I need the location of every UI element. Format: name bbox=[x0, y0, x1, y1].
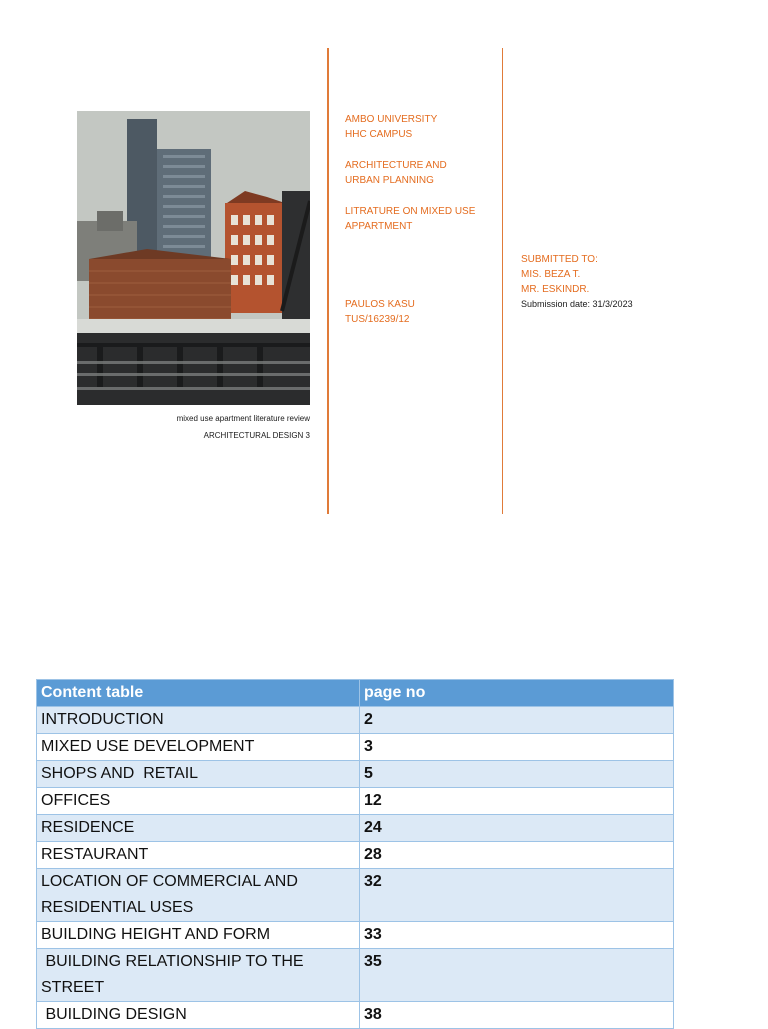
table-row bbox=[37, 788, 674, 815]
table-row bbox=[37, 949, 674, 1002]
author-id: TUS/16239/12 bbox=[345, 314, 410, 325]
row-title: BUILDING RELATIONSHIP TO THE STREET bbox=[37, 949, 360, 1002]
row-title: RESIDENCE bbox=[37, 815, 360, 842]
row-page: 33 bbox=[360, 922, 674, 949]
row-title: MIXED USE DEVELOPMENT bbox=[37, 734, 360, 761]
row-page: 35 bbox=[360, 949, 674, 1002]
topic-line2: APPARTMENT bbox=[345, 221, 413, 232]
row-page: 5 bbox=[360, 761, 674, 788]
header-content-table: Content table bbox=[37, 680, 360, 707]
row-page: 32 bbox=[360, 869, 674, 922]
row-page: 3 bbox=[360, 734, 674, 761]
right-divider-line bbox=[502, 48, 503, 514]
row-title: INTRODUCTION bbox=[37, 707, 360, 734]
submission-date: Submission date: 31/3/2023 bbox=[521, 299, 633, 309]
row-page: 24 bbox=[360, 815, 674, 842]
table-row bbox=[37, 1002, 674, 1029]
cover-photo bbox=[77, 111, 310, 405]
table-row bbox=[37, 869, 674, 922]
table-header-row bbox=[37, 680, 674, 707]
table-row bbox=[37, 815, 674, 842]
campus-name: HHC CAMPUS bbox=[345, 129, 413, 140]
cover-course: ARCHITECTURAL DESIGN 3 bbox=[203, 431, 310, 440]
row-title: LOCATION OF COMMERCIAL AND RESIDENTIAL USES bbox=[37, 869, 360, 922]
table-row bbox=[37, 734, 674, 761]
author-name: PAULOS KASU bbox=[345, 299, 415, 310]
row-page: 28 bbox=[360, 842, 674, 869]
topic-line1: LITRATURE ON MIXED USE bbox=[345, 206, 476, 217]
header-page-no: page no bbox=[360, 680, 674, 707]
table-row bbox=[37, 922, 674, 949]
table-row bbox=[37, 707, 674, 734]
row-title: RESTAURANT bbox=[37, 842, 360, 869]
instructor-1: MIS. BEZA T. bbox=[521, 269, 581, 280]
instructor-2: MR. ESKINDR. bbox=[521, 284, 590, 295]
university-name: AMBO UNIVERSITY bbox=[345, 114, 438, 125]
content-table bbox=[36, 679, 674, 1029]
city-buildings-illustration bbox=[77, 111, 310, 405]
row-title: OFFICES bbox=[37, 788, 360, 815]
table-row bbox=[37, 761, 674, 788]
cover-subtitle: mixed use apartment literature review bbox=[176, 414, 310, 423]
row-page: 12 bbox=[360, 788, 674, 815]
row-title: BUILDING HEIGHT AND FORM bbox=[37, 922, 360, 949]
department-line2: URBAN PLANNING bbox=[345, 175, 434, 186]
department-line1: ARCHITECTURE AND bbox=[345, 160, 447, 171]
row-page: 2 bbox=[360, 707, 674, 734]
row-title: BUILDING DESIGN bbox=[37, 1002, 360, 1029]
left-divider-line bbox=[327, 48, 329, 514]
row-page: 38 bbox=[360, 1002, 674, 1029]
submitted-to-label: SUBMITTED TO: bbox=[521, 254, 598, 265]
row-title: SHOPS AND RETAIL bbox=[37, 761, 360, 788]
table-row bbox=[37, 842, 674, 869]
